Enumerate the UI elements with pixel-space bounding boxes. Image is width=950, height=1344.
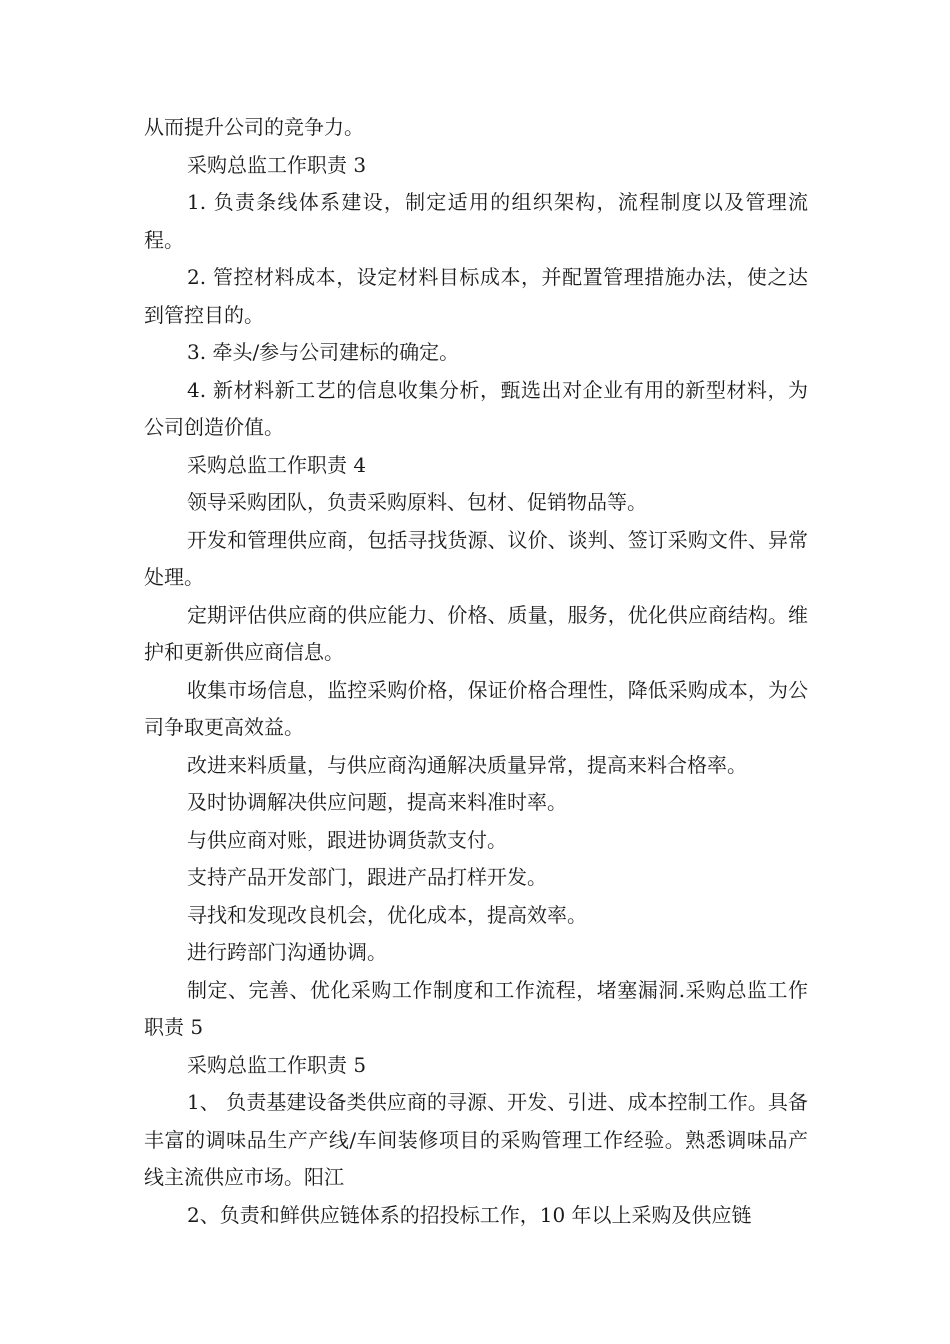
paragraph: 2. 管控材料成本，设定材料目标成本，并配置管理措施办法，使之达到管控目的。 [144,265,808,327]
paragraph: 进行跨部门沟通协调。 [187,940,387,964]
document-body [144,109,808,1234]
paragraph: 定期评估供应商的供应能力、价格、质量，服务，优化供应商结构。维护和更新供应商信息。 [144,602,808,664]
paragraph: 开发和管理供应商，包括寻找货源、议价、谈判、签订采购文件、异常处理。 [144,527,808,589]
paragraph: 寻找和发现改良机会，优化成本，提高效率。 [187,902,587,927]
paragraph: 制定、完善、优化采购工作制度和工作流程，堵塞漏洞.采购总监工作职责 5 [144,977,808,1039]
paragraph: 收集市场信息，监控采购价格，保证价格合理性，降低采购成本，为公司争取更高效益。 [144,677,808,739]
paragraph: 1. 负责条线体系建设，制定适用的组织架构，流程制度以及管理流程。 [144,190,808,252]
section-heading: 采购总监工作职责 4 [187,452,367,477]
paragraph: 4. 新材料新工艺的信息收集分析，甄选出对企业有用的新型材料，为公司创造价值。 [144,377,808,439]
paragraph: 1、 负责基建设备类供应商的寻源、开发、引进、成本控制工作。具备丰富的调味品生产产线/车间装修项目的采购管理工作经验。熟悉调味品产线主流供应市场。阳江 [144,1090,808,1189]
paragraph: 及时协调解决供应问题，提高来料准时率。 [187,790,567,814]
paragraph: 2、负责和鲜供应链体系的招投标工作，10 年以上采购及供应链 [187,1202,752,1227]
paragraph: 改进来料质量，与供应商沟通解决质量异常，提高来料合格率。 [187,752,747,777]
section-heading: 采购总监工作职责 3 [187,152,367,177]
paragraph: 与供应商对账，跟进协调货款支付。 [187,827,507,852]
paragraph: 从而提升公司的竞争力。 [144,115,364,139]
paragraph: 支持产品开发部门，跟进产品打样开发。 [187,865,547,889]
paragraph: 领导采购团队，负责采购原料、包材、促销物品等。 [187,490,647,514]
section-heading: 采购总监工作职责 5 [187,1052,367,1077]
paragraph: 3. 牵头/参与公司建标的确定。 [187,340,460,364]
